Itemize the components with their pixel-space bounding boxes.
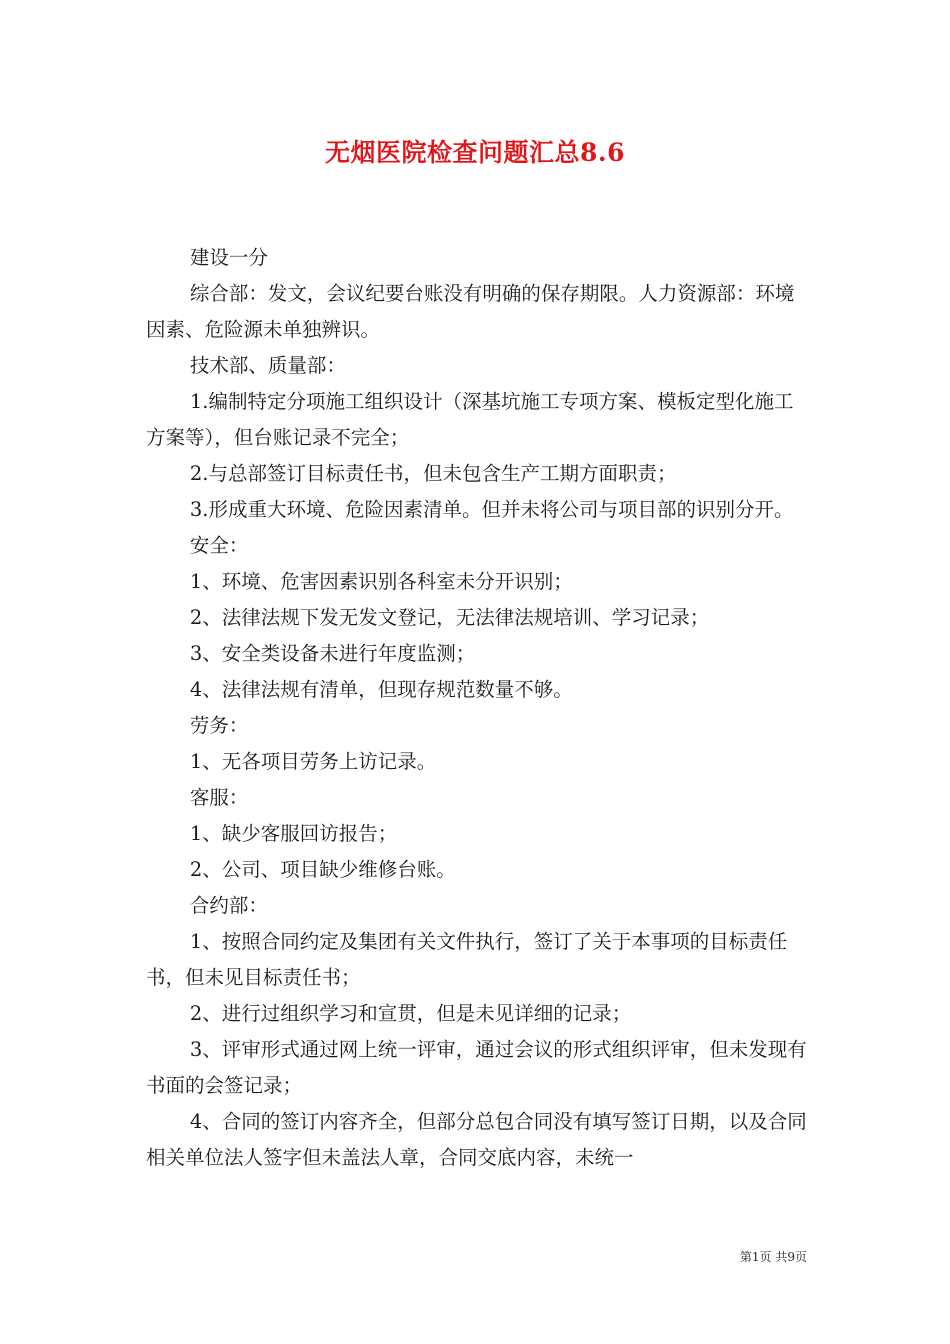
paragraph: 综合部：发文，会议纪要台账没有明确的保存期限。人力资源部：环境因素、危险源未单独辨识。 <box>146 282 795 341</box>
paragraph: 安全： <box>189 534 249 557</box>
paragraph: 1、环境、危害因素识别各科室未分开识别； <box>189 570 573 593</box>
page-number: 第1页 共9页 <box>739 1250 807 1264</box>
paragraph: 2.与总部签订目标责任书，但未包含生产工期方面职责； <box>189 462 677 485</box>
paragraph: 3、安全类设备未进行年度监测； <box>189 642 476 665</box>
paragraph: 2、法律法规下发无发文登记，无法律法规培训、学习记录； <box>189 606 710 629</box>
paragraph: 1、无各项目劳务上访记录。 <box>189 750 437 773</box>
paragraph: 1.编制特定分项施工组织设计（深基坑施工专项方案、模板定型化施工方案等），但台账记录不完全； <box>146 390 794 449</box>
paragraph: 3.形成重大环境、危险因素清单。但并未将公司与项目部的识别分开。 <box>189 498 794 521</box>
paragraph: 4、合同的签订内容齐全，但部分总包合同没有填写签订日期，以及合同相关单位法人签字但未盖法人章，合同交底内容，未统一 <box>146 1110 807 1169</box>
paragraph: 1、按照合同约定及集团有关文件执行，签订了关于本事项的目标责任书，但未见目标责任书； <box>146 930 788 989</box>
document-body <box>146 240 808 1176</box>
paragraph: 2、公司、项目缺少维修台账。 <box>189 858 456 881</box>
paragraph: 客服： <box>189 786 249 809</box>
paragraph: 1、缺少客服回访报告； <box>189 822 398 845</box>
paragraph: 2、进行过组织学习和宣贯，但是未见详细的记录； <box>189 1002 632 1025</box>
paragraph: 劳务： <box>189 714 249 737</box>
paragraph: 建设一分 <box>189 246 268 269</box>
document-title: 无烟医院检查问题汇总8.6 <box>325 138 625 167</box>
paragraph: 技术部、质量部： <box>189 354 346 377</box>
paragraph: 合约部： <box>189 894 268 917</box>
paragraph: 4、法律法规有清单，但现存规范数量不够。 <box>189 678 573 701</box>
paragraph: 3、评审形式通过网上统一评审，通过会议的形式组织评审，但未发现有书面的会签记录； <box>146 1038 807 1097</box>
